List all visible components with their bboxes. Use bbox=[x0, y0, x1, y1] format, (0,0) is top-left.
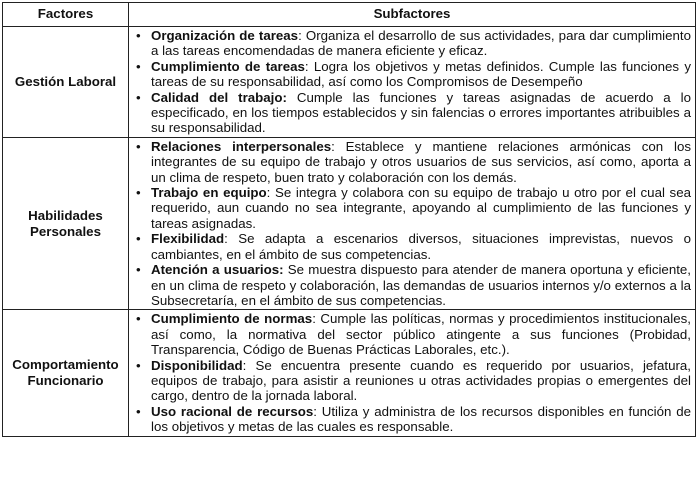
header-factors: Factores bbox=[3, 3, 129, 27]
item-title: Disponibilidad bbox=[151, 357, 243, 373]
list-item bbox=[131, 185, 691, 231]
subfactors-cell bbox=[129, 310, 696, 436]
item-text: : Logra los objetivos y metas definidos. Cumple las funciones y tareas de su responsabilidad, así como los Compromisos de Desempeño bbox=[151, 58, 692, 90]
subfactors-cell bbox=[129, 27, 696, 138]
header-row bbox=[3, 3, 696, 27]
item-text: Se muestra dispuesto para atender de manera oportuna y eficiente, en un clima de respeto y colaboración, las demandas de usuarios internos y/o externos a la Subsecretaría, en el ámbito de sus competencias. bbox=[151, 262, 691, 308]
item-title: Organización de tareas bbox=[151, 28, 299, 43]
bullet-icon: • bbox=[136, 138, 141, 154]
factor-gestion-laboral: Gestión Laboral bbox=[3, 27, 129, 138]
item-title: Flexibilidad bbox=[151, 231, 225, 247]
table-row bbox=[3, 310, 696, 436]
item-text: : Cumple las políticas, normas y procedimientos institucionales, así como, la normativa del sector público atingente a sus funciones (Probidad, Transparencia, Código de Buenas Prácticas Laborales, etc.). bbox=[151, 311, 691, 358]
list-item bbox=[131, 311, 691, 357]
item-text: : Utiliza y administra de los recursos disponibles en función de los objetivos y metas de las cuales es responsable. bbox=[151, 403, 692, 435]
bullet-icon: • bbox=[136, 403, 141, 419]
list-item bbox=[131, 28, 691, 59]
list-item bbox=[131, 358, 691, 404]
list-item bbox=[131, 262, 691, 308]
table-row bbox=[3, 137, 696, 309]
bullet-icon: • bbox=[136, 357, 141, 373]
item-text: Cumple las funciones y tareas asignadas de acuerdo a lo especificado, en los tiempos establecidos y sin falencias o errores importantes atribuibles a su responsabilidad. bbox=[151, 89, 691, 136]
item-text: : Se adapta a escenarios diversos, situaciones imprevistas, nuevos o cambiantes, en el ámbito de sus competencias. bbox=[151, 231, 691, 262]
list-item bbox=[131, 404, 691, 435]
list-item bbox=[131, 59, 691, 90]
factors-table bbox=[2, 2, 696, 437]
item-title: Uso racional de recursos bbox=[151, 403, 314, 419]
bullet-icon: • bbox=[136, 262, 141, 278]
list-item bbox=[131, 231, 691, 262]
item-title: Cumplimiento de normas bbox=[151, 311, 313, 327]
bullet-icon: • bbox=[136, 185, 141, 201]
item-text: : Se encuentra presente cuando es requerido por usuarios, jefatura, equipos de trabajo, para asistir a reuniones u otras actividades propias o emergentes del cargo, dentro de la jornada laboral. bbox=[151, 357, 691, 404]
bullet-icon: • bbox=[136, 311, 141, 327]
list-item bbox=[131, 139, 691, 185]
item-text: : Establece y mantiene relaciones armónicas con los integrantes de su equipo de trabajo y otros usuarios de sus servicios, así como, aporta a un clima de respeto, buen trato y colaboración con los demás. bbox=[151, 138, 691, 185]
item-title: Trabajo en equipo bbox=[151, 185, 267, 201]
item-title: Atención a usuarios: bbox=[151, 262, 284, 278]
bullet-icon: • bbox=[136, 89, 141, 105]
subfactors-cell bbox=[129, 137, 696, 309]
bullet-icon: • bbox=[136, 28, 141, 43]
factor-comportamiento-funcionario: Comportamiento Funcionario bbox=[3, 310, 129, 436]
bullet-icon: • bbox=[136, 231, 141, 247]
bullet-icon: • bbox=[136, 58, 141, 74]
header-subfactors: Subfactores bbox=[129, 3, 696, 27]
item-title: Relaciones interpersonales bbox=[151, 138, 332, 154]
list-item bbox=[131, 90, 691, 136]
item-title: Cumplimiento de tareas bbox=[151, 58, 305, 74]
item-title: Calidad del trabajo: bbox=[151, 89, 287, 105]
table-row bbox=[3, 27, 696, 138]
factor-habilidades-personales: Habilidades Personales bbox=[3, 137, 129, 309]
item-text: : Se integra y colabora con su equipo de trabajo u otro por el cual sea requerido, aun cuando no sea integrante, apoyando al cumplimiento de las funciones y tareas asignadas. bbox=[151, 185, 691, 231]
item-text: : Organiza el desarrollo de sus actividades, para dar cumplimiento a las tareas encomendadas de manera eficiente y eficaz. bbox=[151, 28, 691, 59]
